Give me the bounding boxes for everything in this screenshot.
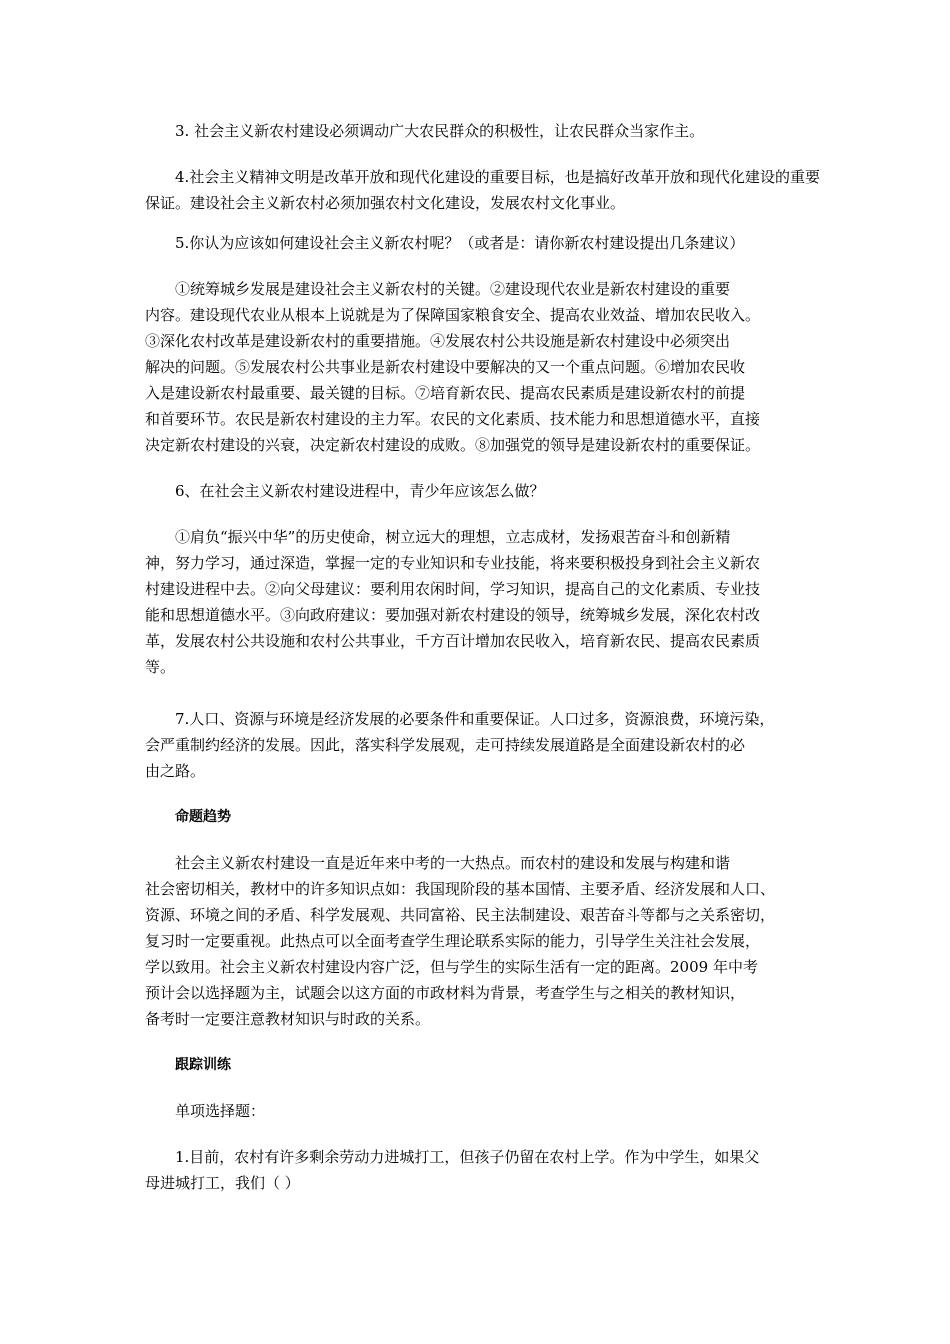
- document-page: [145, 118, 820, 1196]
- question-6: 6、在社会主义新农村建设进程中，青少年应该怎么做？: [175, 482, 545, 500]
- answer-6: ①肩负“振兴中华”的历史使命，树立远大的理想，立志成材，发扬艰苦奋斗和创新精 神，努力学习，通过深造，掌握一定的专业知识和专业技能，将来要积极投身到社会主义新农 村建设进程中去。②向父母建议：要利用农闲时间，学习知识，提高自己的文化素质、专业技 能和思想道德水平。③向政府建议：要加强对新农村建设的领导，统筹城乡发展，深化农村改 革，发展农村公共设施和农村公共事业，千方百计增加农民收入，培育新农民、提高农民素质 等。: [145, 528, 761, 676]
- training-question-1: 1.目前，农村有许多剩余劳动力进城打工，但孩子仍留在农村上学。作为中学生，如果父 母进城打工，我们（ ）: [145, 1148, 760, 1192]
- training-heading: 跟踪训练: [175, 1057, 231, 1073]
- paragraph-3: 3. 社会主义新农村建设必须调动广大农民群众的积极性，让农民群众当家作主。: [175, 122, 705, 140]
- paragraph-4: 4.社会主义精神文明是改革开放和现代化建设的重要目标，也是搞好改革开放和现代化建设的重要保证。建设社会主义新农村必须加强农村文化建设，发展农村文化事业。: [145, 168, 820, 212]
- answer-5: ①统筹城乡发展是建设社会主义新农村的关键。②建设现代农业是新农村建设的重要 内容。建设现代农业从根本上说就是为了保障国家粮食安全、提高农业效益、增加农民收入。 ③深化农村改革是建设新农村的重要措施。④发展农村公共设施是新农村建设中必须突出 解决的问题。⑤发展农村公共事业是新农村建设中要解决的又一个重点问题。⑥增加农民收 入是建设新农村最重要、最关键的目标。⑦培育新农民、提高农民素质是建设新农村的前提 和首要环节。农民是新农村建设的主力军。农民的文化素质、技术能力和思想道德水平，直接 决定新农村建设的兴衰，决定新农村建设的成败。⑧加强党的领导是建设新农村的重要保证。: [145, 280, 761, 454]
- paragraph-7: 7.人口、资源与环境是经济发展的必要条件和重要保证。人口过多，资源浪费，环境污染， 会严重制约经济的发展。因此，落实科学发展观，走可持续发展道路是全面建设新农村的必 由之路。: [145, 710, 775, 780]
- trend-heading: 命题趋势: [175, 809, 231, 825]
- question-type-label: 单项选择题：: [175, 1102, 266, 1120]
- trend-body: 社会主义新农村建设一直是近年来中考的一大热点。而农村的建设和发展与构建和谐 社会密切相关，教材中的许多知识点如：我国现阶段的基本国情、主要矛盾、经济发展和人口、 资源、环境之间的矛盾、科学发展观、共同富裕、民主法制建设、艰苦奋斗等都与之关系密切， 复习时一定要重视。此热点可以全面考查学生理论联系实际的能力，引导学生关注社会发展， 学以致用。社会主义新农村建设内容广泛，但与学生的实际生活有一定的距离。2009 年中考 预计会以选择题为主，试题会以这方面的市政材料为背景，考查学生与之相关的教材知识， 备考时一定要注意教材知识与时政的关系。: [145, 854, 776, 1028]
- question-5: 5.你认为应该如何建设社会主义新农村呢？（或者是：请你新农村建设提出几条建议）: [175, 234, 745, 252]
